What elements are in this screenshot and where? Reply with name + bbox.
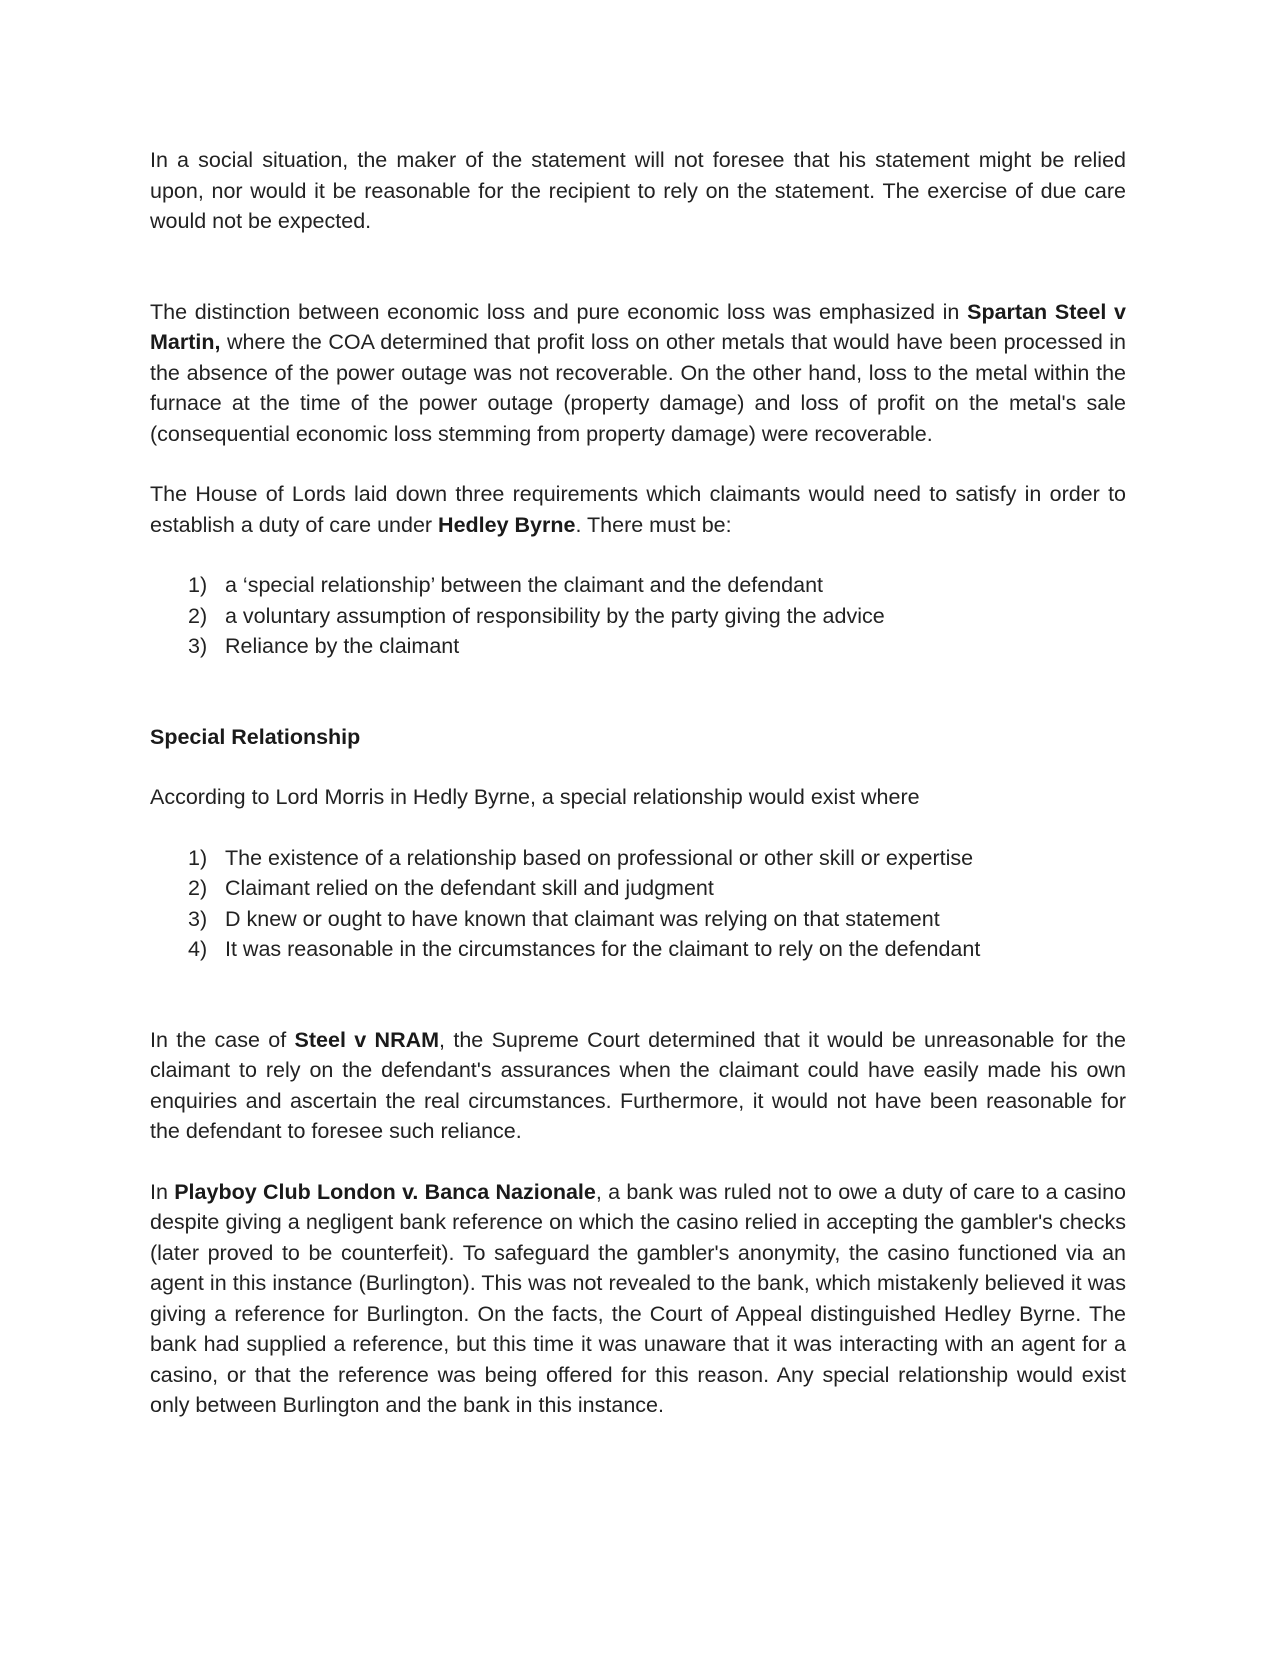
case-name-nram: Steel v NRAM (294, 1027, 440, 1052)
spacer (150, 965, 1126, 1025)
section-heading: Special Relationship (150, 724, 361, 749)
list-item (150, 934, 1126, 965)
paragraph-nram (150, 1025, 1126, 1147)
list-text: It was reasonable in the circumstances for the claimant to rely on the defendant (225, 937, 981, 961)
paragraph-text: The House of Lords laid down three requirements which claimants would need to satisfy in order to establish a duty of care under (150, 482, 1126, 537)
list-item (150, 601, 1126, 632)
spacer (150, 1147, 1126, 1177)
list-number: 2) (188, 603, 208, 628)
list-number: 3) (188, 906, 208, 931)
document-page (150, 145, 1126, 1421)
paragraph-text: . There must be: (575, 512, 732, 537)
list-number: 1) (188, 573, 208, 597)
spacer (150, 662, 1126, 722)
spacer (150, 449, 1126, 479)
list-number: 4) (188, 937, 208, 961)
paragraph-text: In (150, 1179, 175, 1204)
spacer (150, 752, 1126, 782)
list-item (150, 570, 1126, 601)
list-item (150, 873, 1126, 904)
case-name-spartan: Spartan Steel v Martin, (150, 299, 1126, 354)
list-number: 1) (188, 845, 208, 870)
list-text: D knew or ought to have known that claimant was relying on that statement (225, 906, 940, 931)
case-name-hedley: Hedley Byrne (438, 512, 576, 537)
list-item (150, 631, 1126, 662)
paragraph-playboy (150, 1177, 1126, 1421)
spacer (150, 540, 1126, 570)
paragraph-lords (150, 479, 1126, 540)
list-text: The existence of a relationship based on professional or other skill or expertise (225, 845, 974, 870)
list-text: Reliance by the claimant (225, 634, 460, 658)
list-text: a voluntary assumption of responsibility by the party giving the advice (225, 603, 885, 628)
list-number: 2) (188, 876, 208, 900)
paragraph-social: In a social situation, the maker of the statement will not foresee that his statement might be relied upon, nor would it be reasonable for the recipient to rely on the statement. The exercise of due care would not be expected. (150, 148, 1126, 233)
paragraph-text: where the COA determined that profit loss on other metals that would have been processed in the absence of the power outage was not recoverable. On the other hand, loss to the metal within the furnace at the time of the power outage (property damage) and loss of profit on the metal's sale (consequential economic loss stemming from property damage) were recoverable. (150, 330, 1126, 446)
spacer (150, 813, 1126, 843)
paragraph-morris: According to Lord Morris in Hedly Byrne, a special relationship would exist where (150, 785, 920, 809)
paragraph-text: The distinction between economic loss and pure economic loss was emphasized in (150, 299, 968, 324)
list-number: 3) (188, 634, 208, 658)
paragraph-text: , the Supreme Court determined that it would be unreasonable for the claimant to rely on the defendant's assurances when the claimant could have easily made his own enquiries and ascertain the real circumstances. Furthermore, it would not have been reasonable for the defendant to foresee such reliance. (150, 1027, 1126, 1143)
paragraph-text: In the case of (150, 1027, 295, 1052)
case-name-playboy: Playboy Club London v. Banca Nazionale (174, 1179, 596, 1204)
paragraph-text: , a bank was ruled not to owe a duty of care to a casino despite giving a negligent bank reference on which the casino relied in accepting the gambler's checks (later proved to be counterfeit). To safeguard the gambler's anonymity, the casino functioned via an agent in this instance (Burlington). This was not revealed to the bank, which mistakenly believed it was giving a reference for Burlington. On the facts, the Court of Appeal distinguished Hedley Byrne. The bank had supplied a reference, but this time it was unaware that it was interacting with an agent for a casino, or that the reference was being offered for this reason. Any special relationship would exist only between Burlington and the bank in this instance. (150, 1179, 1126, 1417)
paragraph-spartan (150, 297, 1126, 450)
requirements-list (150, 570, 1126, 662)
spacer (150, 237, 1126, 297)
conditions-list (150, 843, 1126, 965)
list-item (150, 904, 1126, 935)
list-text: Claimant relied on the defendant skill and judgment (225, 876, 714, 900)
list-text: a ‘special relationship’ between the claimant and the defendant (225, 573, 824, 597)
list-item (150, 843, 1126, 874)
